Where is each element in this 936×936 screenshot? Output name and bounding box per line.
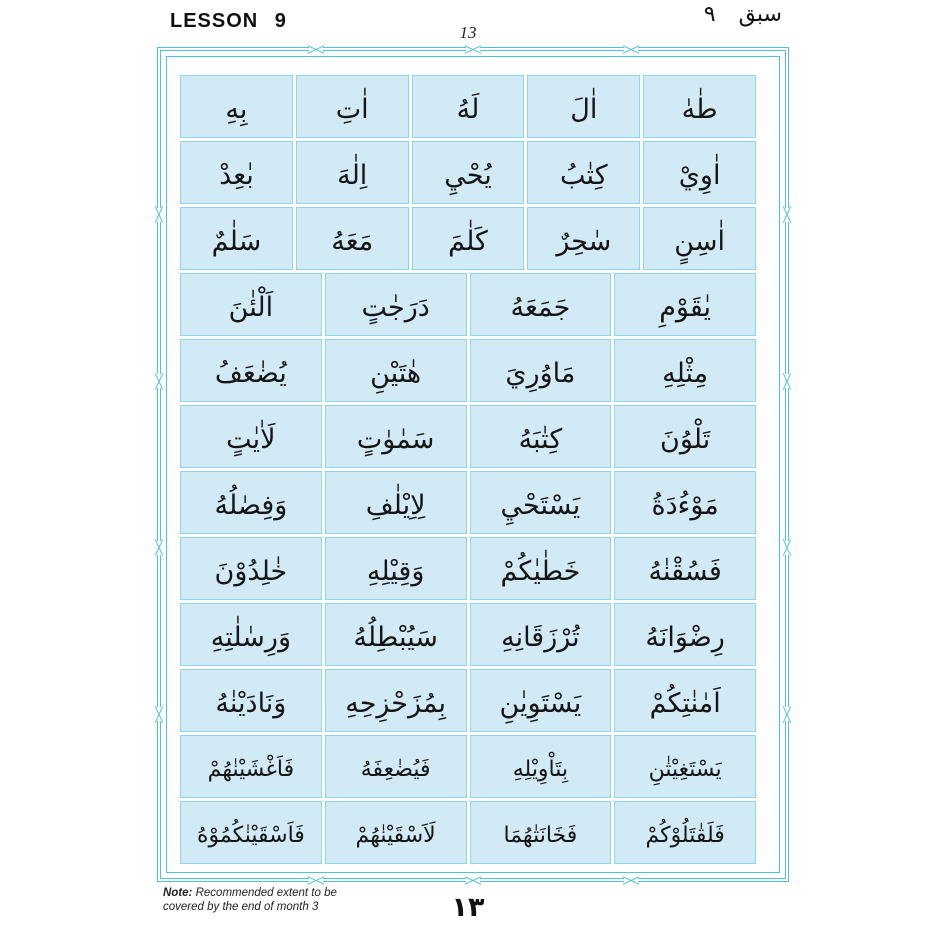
- border-crossing-ornament: [152, 541, 166, 555]
- word-cell: فَخَانَتٰهُمَا: [470, 801, 612, 864]
- word-cell: فَيُضٰعِفَهُ: [325, 735, 467, 798]
- word-cell: فَلَقٰتَلُوْكُمْ: [614, 801, 756, 864]
- word-cell: دَرَجٰتٍ: [325, 273, 467, 336]
- word-cell: يُحْيِ: [412, 141, 525, 204]
- border-crossing-ornament: [780, 707, 794, 721]
- table-row: [180, 141, 756, 204]
- word-cell: اَمٰنٰتِكُمْ: [614, 669, 756, 732]
- word-cell: خٰلِدُوْنَ: [180, 537, 322, 600]
- word-cell: مِثْلِهِ: [614, 339, 756, 402]
- page-number-bottom: ١٣: [451, 892, 485, 923]
- word-cell: وَرِسٰلٰتِهِ: [180, 603, 322, 666]
- word-cell: طٰهٰ: [643, 75, 756, 138]
- word-cell: مَعَهُ: [296, 207, 409, 270]
- border-crossing-ornament: [152, 374, 166, 388]
- word-cell: اَلْئٰنَ: [180, 273, 322, 336]
- page-number-top: 13: [459, 23, 477, 42]
- word-cell: كِتٰبَهُ: [470, 405, 612, 468]
- word-cell: يَسْتَحْيِ: [470, 471, 612, 534]
- word-cell: وَقِيْلِهِ: [325, 537, 467, 600]
- word-cell: هٰتَيْنِ: [325, 339, 467, 402]
- border-crossing-ornament: [152, 707, 166, 721]
- word-cell: يَسْتَغِيْثٰنِ: [614, 735, 756, 798]
- word-cell: كِتٰبُ: [527, 141, 640, 204]
- word-cell: جَمَعَهُ: [470, 273, 612, 336]
- border-crossing-ornament: [624, 873, 638, 887]
- border-crossing-ornament: [466, 42, 480, 56]
- table-row: [180, 207, 756, 270]
- word-cell: بٰعِدْ: [180, 141, 293, 204]
- word-cell: سَيُبْطِلُهُ: [325, 603, 467, 666]
- table-row: [180, 735, 756, 798]
- arabic-word-table: [180, 75, 756, 864]
- word-cell: يُضٰعَفُ: [180, 339, 322, 402]
- table-row: [180, 801, 756, 864]
- border-crossing-ornament: [624, 42, 638, 56]
- word-cell: تُرْزَقَانِهِ: [470, 603, 612, 666]
- footnote-text: Recommended extent to be covered by the end of month 3: [163, 887, 337, 913]
- word-cell: لَاَسْقَيْنٰهُمْ: [325, 801, 467, 864]
- table-row: [180, 405, 756, 468]
- word-cell: لَاٰيٰتٍ: [180, 405, 322, 468]
- border-crossing-ornament: [780, 541, 794, 555]
- word-cell: سٰحِرٌ: [527, 207, 640, 270]
- word-cell: فَسُقْنٰهُ: [614, 537, 756, 600]
- word-cell: رِضْوَانَهُ: [614, 603, 756, 666]
- word-cell: مَاوُرِيَ: [470, 339, 612, 402]
- border-crossing-ornament: [309, 42, 323, 56]
- word-cell: اٰوِيْ: [643, 141, 756, 204]
- word-cell: فَاَسْقَيْنٰكُمُوْهُ: [180, 801, 322, 864]
- lesson-title: LESSON 9: [170, 10, 287, 32]
- table-row: [180, 537, 756, 600]
- word-cell: لَهُ: [412, 75, 525, 138]
- table-row: [180, 273, 756, 336]
- word-cell: اٰلَ: [527, 75, 640, 138]
- word-cell: مَوْءُدَةُ: [614, 471, 756, 534]
- table-row: [180, 339, 756, 402]
- border-crossing-ornament: [466, 873, 480, 887]
- word-cell: بِهِ: [180, 75, 293, 138]
- word-cell: وَنَادَيْنٰهُ: [180, 669, 322, 732]
- footnote-label: Note:: [163, 887, 193, 899]
- border-crossing-ornament: [780, 208, 794, 222]
- word-cell: بِمُزَحْزِحِهِ: [325, 669, 467, 732]
- table-row: [180, 603, 756, 666]
- border-crossing-ornament: [780, 374, 794, 388]
- word-cell: يٰقَوْمِ: [614, 273, 756, 336]
- word-cell: سَمٰوٰتٍ: [325, 405, 467, 468]
- table-row: [180, 471, 756, 534]
- table-row: [180, 75, 756, 138]
- border-crossing-ornament: [152, 208, 166, 222]
- word-cell: لِاِيْلٰفِ: [325, 471, 467, 534]
- word-cell: اِلٰهَ: [296, 141, 409, 204]
- word-cell: اٰتِ: [296, 75, 409, 138]
- word-cell: يَسْتَوِيٰنِ: [470, 669, 612, 732]
- border-crossing-ornament: [309, 873, 323, 887]
- word-cell: كَلٰمَ: [412, 207, 525, 270]
- word-cell: سَلٰمٌ: [180, 207, 293, 270]
- lesson-title-arabic: سبق ٩: [703, 2, 782, 27]
- word-cell: اٰسِنٍ: [643, 207, 756, 270]
- word-cell: خَطٰيٰكُمْ: [470, 537, 612, 600]
- word-cell: بِتَاْوِيْلِهِ: [470, 735, 612, 798]
- table-row: [180, 669, 756, 732]
- word-cell: وَفِصٰلُهُ: [180, 471, 322, 534]
- word-cell: فَاَغْشَيْنٰهُمْ: [180, 735, 322, 798]
- word-cell: تَلْوُنَ: [614, 405, 756, 468]
